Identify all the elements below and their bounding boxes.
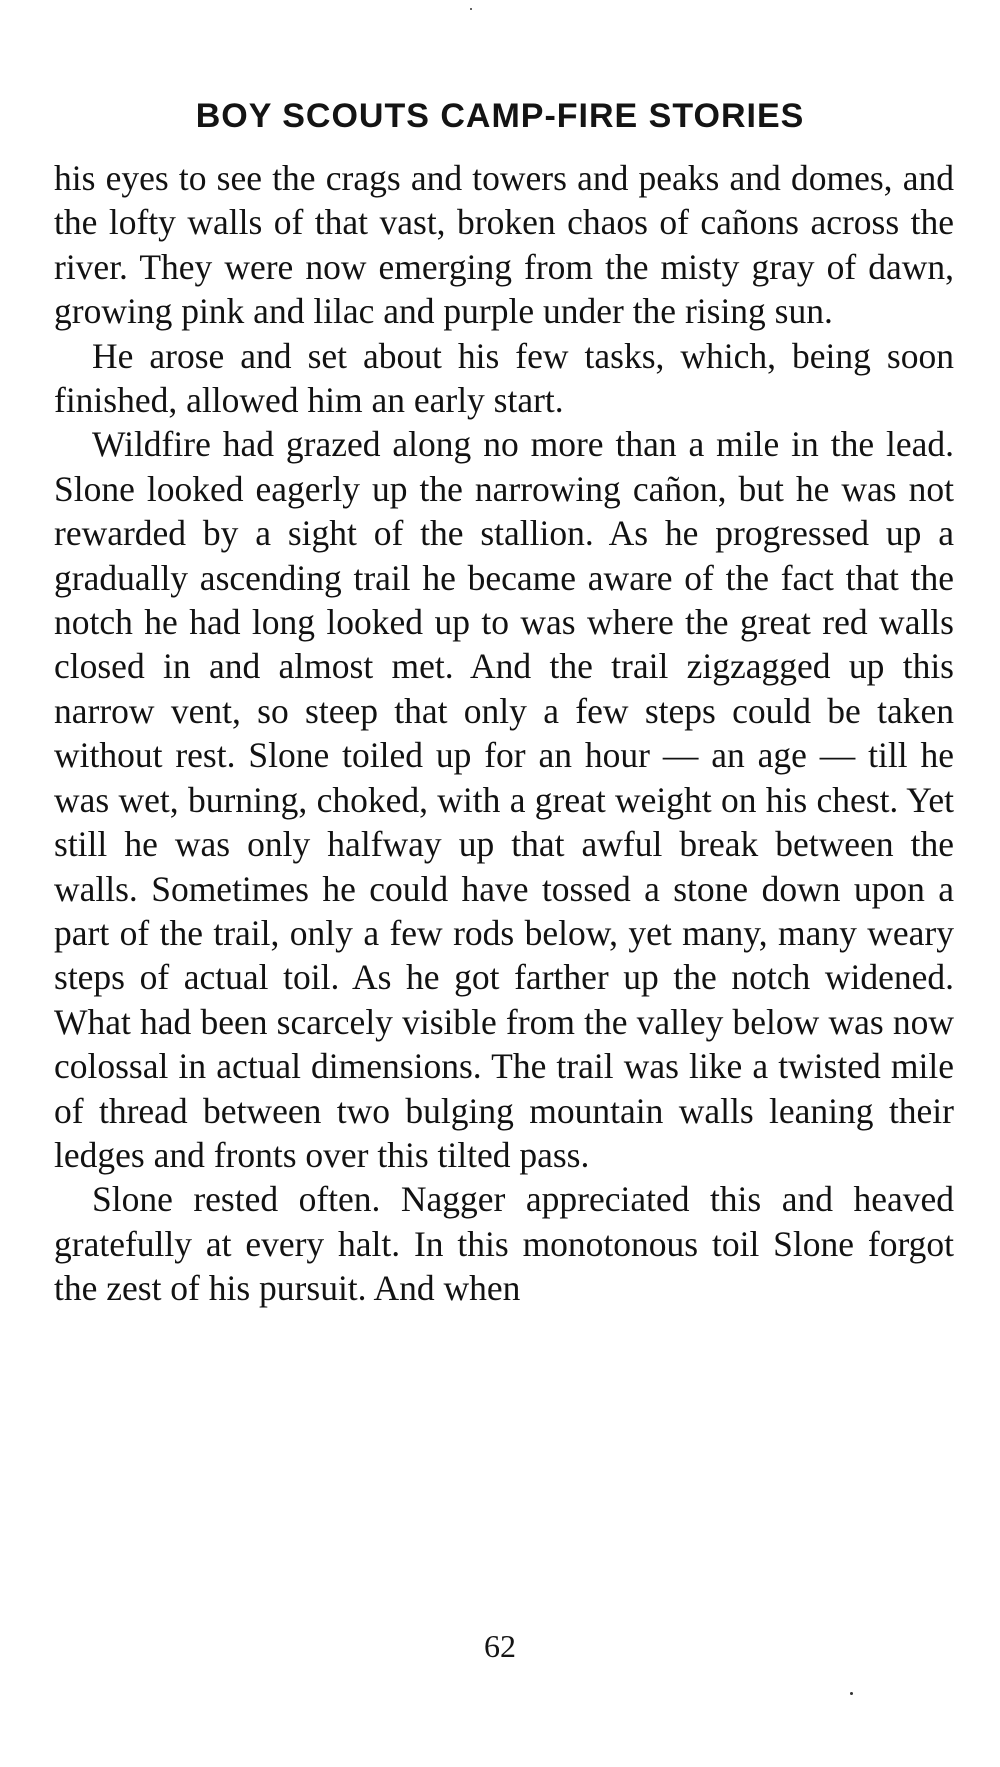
paragraph-continued: his eyes to see the crags and towers and peaks and domes, and the lofty walls of that vast, broken chaos of cañons across the river. They were now emerging from the misty gray of dawn, growing pink and lilac and purple under the rising sun.	[54, 158, 954, 332]
scan-speck	[470, 8, 472, 10]
running-header: BOY SCOUTS CAMP-FIRE STORIES	[195, 97, 805, 135]
paragraph: Slone rested often. Nagger appreciated this and heaved gratefully at every halt. In this monotonous toil Slone forgot the zest of his pursuit. And when	[54, 1179, 954, 1309]
paragraph: He arose and set about his few tasks, which, being soon finished, allowed him an early start.	[54, 335, 954, 421]
body-text	[54, 156, 954, 1311]
paragraph: Wildfire had grazed along no more than a mile in the lead. Slone looked eagerly up the narrowing cañon, but he was not rewarded by a sight of the stallion. As he progressed up a gradually ascending trail he became aware of the fact that the notch he had long looked up to was where the great red walls closed in and almost met. And the trail zigzagged up this narrow vent, so steep that only a few steps could be taken without rest. Slone toiled up for an hour — an age — till he was wet, burning, choked, with a great weight on his chest. Yet still he was only halfway up that awful break between the walls. Sometimes he could have tossed a stone down upon a part of the trail, only a few rods below, yet many, many weary steps of actual toil. As he got farther up the notch widened. What had been scarcely visible from the valley below was now colossal in actual dimensions. The trail was like a twisted mile of thread between two bulging mountain walls leaning their ledges and fronts over this tilted pass.	[54, 424, 954, 1175]
scan-speck	[850, 1692, 853, 1695]
page-number: 62	[484, 1628, 516, 1664]
